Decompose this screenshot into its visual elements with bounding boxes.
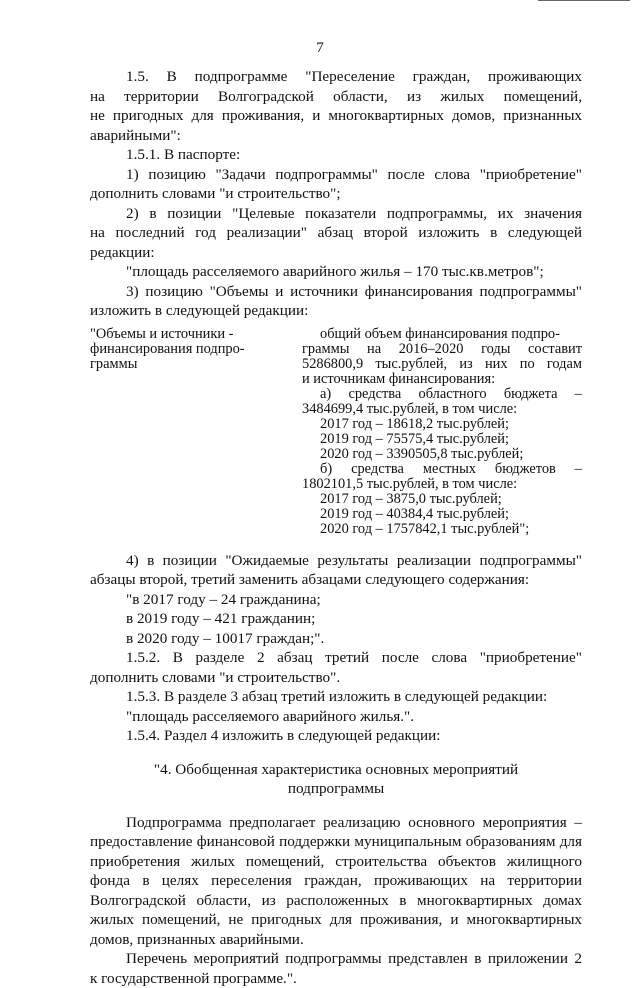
paragraph-1-5-line: не пригодных для проживания, и многоквартирных домов, признанных <box>90 106 582 126</box>
passport-right-line: граммы на 2016–2020 годы составит <box>302 342 582 357</box>
passport-left-line: граммы <box>90 357 286 372</box>
passport-left-cell <box>90 327 286 537</box>
passport-right-line: 2017 год – 3875,0 тыс.рублей; <box>302 492 582 507</box>
result-2019: в 2019 году – 421 гражданин; <box>90 609 582 629</box>
passport-right-line: б) средства местных бюджетов – <box>302 462 582 477</box>
passport-left-line: "Объемы и источники - <box>90 327 286 342</box>
paragraph-1-5-2-line: дополнить словами "и строительство". <box>90 668 582 688</box>
passport-right-line: а) средства областного бюджета – <box>302 387 582 402</box>
section-4-para2-line: к государственной программе.". <box>90 969 582 988</box>
item-3: 3) позицию "Объемы и источники финансирования подпрограммы" <box>90 282 582 302</box>
passport-right-line: 1802101,5 тыс.рублей, в том числе: <box>302 477 582 492</box>
paragraph-1-5: 1.5. В подпрограмме "Переселение граждан, проживающих <box>90 67 582 87</box>
page-number: 7 <box>0 40 640 57</box>
item-4: 4) в позиции "Ожидаемые результаты реализации подпрограммы" <box>90 551 582 571</box>
passport-right-cell <box>286 327 582 537</box>
passport-right-line: 2017 год – 18618,2 тыс.рублей; <box>302 417 582 432</box>
paragraph-1-5-line: на территории Волгоградской области, из жилых помещений, <box>90 87 582 107</box>
top-rule <box>538 0 630 1</box>
paragraph-1-5-1: 1.5.1. В паспорте: <box>90 145 582 165</box>
passport-right-line: 2019 год – 75575,4 тыс.рублей; <box>302 432 582 447</box>
item-1-line: дополнить словами "и строительство"; <box>90 184 582 204</box>
item-2-line: на последний год реализации" абзац второй изложить в следующей редакции: <box>90 223 582 262</box>
section-4-title <box>90 760 582 799</box>
section-4-para1-line: домов, признанных аварийными. <box>90 930 582 950</box>
passport-right-line: 2019 год – 40384,4 тыс.рублей; <box>302 507 582 522</box>
item-2: 2) в позиции "Целевые показатели подпрограммы, их значения <box>90 204 582 224</box>
passport-right-line: 2020 год – 1757842,1 тыс.рублей"; <box>302 522 582 537</box>
section-4-title-line: "4. Обобщенная характеристика основных мероприятий <box>90 760 582 780</box>
passport-right-line: 3484699,4 тыс.рублей, в том числе: <box>302 402 582 417</box>
passport-right-line: 5286800,9 тыс.рублей, из них по годам <box>302 357 582 372</box>
section-4-para1-line: приобретения жилых помещений, строительства объектов жилищного <box>90 852 582 872</box>
paragraph-1-5-3: 1.5.3. В разделе 3 абзац третий изложить в следующей редакции: <box>90 687 582 707</box>
item-2-quote: "площадь расселяемого аварийного жилья – 170 тыс.кв.метров"; <box>90 262 582 282</box>
item-1: 1) позицию "Задачи подпрограммы" после слова "приобретение" <box>90 165 582 185</box>
section-4-para1-line: предоставление финансовой поддержки муниципальным образованиям для <box>90 832 582 852</box>
section-4-para1-line: Подпрограмма предполагает реализацию основного мероприятия – <box>90 813 582 833</box>
result-2020: в 2020 году – 10017 граждан;". <box>90 629 582 649</box>
passport-right-line: 2020 год – 3390505,8 тыс.рублей; <box>302 447 582 462</box>
paragraph-1-5-2: 1.5.2. В разделе 2 абзац третий после слова "приобретение" <box>90 648 582 668</box>
passport-right-line: общий объем финансирования подпро- <box>302 327 582 342</box>
passport-left-line: финансирования подпро- <box>90 342 286 357</box>
section-4-para1-line: жилых помещений, не пригодных для проживания, и многоквартирных <box>90 910 582 930</box>
section-4-para2: Перечень мероприятий подпрограммы представлен в приложении 2 <box>90 949 582 969</box>
passport-right-line: и источникам финансирования: <box>302 372 582 387</box>
passport-table <box>90 327 582 537</box>
item-3-line: изложить в следующей редакции: <box>90 301 582 321</box>
paragraph-1-5-4: 1.5.4. Раздел 4 изложить в следующей редакции: <box>90 726 582 746</box>
section-4-title-line: подпрограммы <box>90 779 582 799</box>
section-4-para1-line: Волгоградской области, из расположенных в многоквартирных домах <box>90 891 582 911</box>
paragraph-1-5-line: аварийными": <box>90 126 582 146</box>
section-4-para1-line: фонда в целях переселения граждан, проживающих на территории <box>90 871 582 891</box>
paragraph-1-5-3-quote: "площадь расселяемого аварийного жилья.". <box>90 707 582 727</box>
result-2017: "в 2017 году – 24 гражданина; <box>90 590 582 610</box>
document-body <box>90 67 582 988</box>
item-4-line: абзацы второй, третий заменить абзацами следующего содержания: <box>90 570 582 590</box>
